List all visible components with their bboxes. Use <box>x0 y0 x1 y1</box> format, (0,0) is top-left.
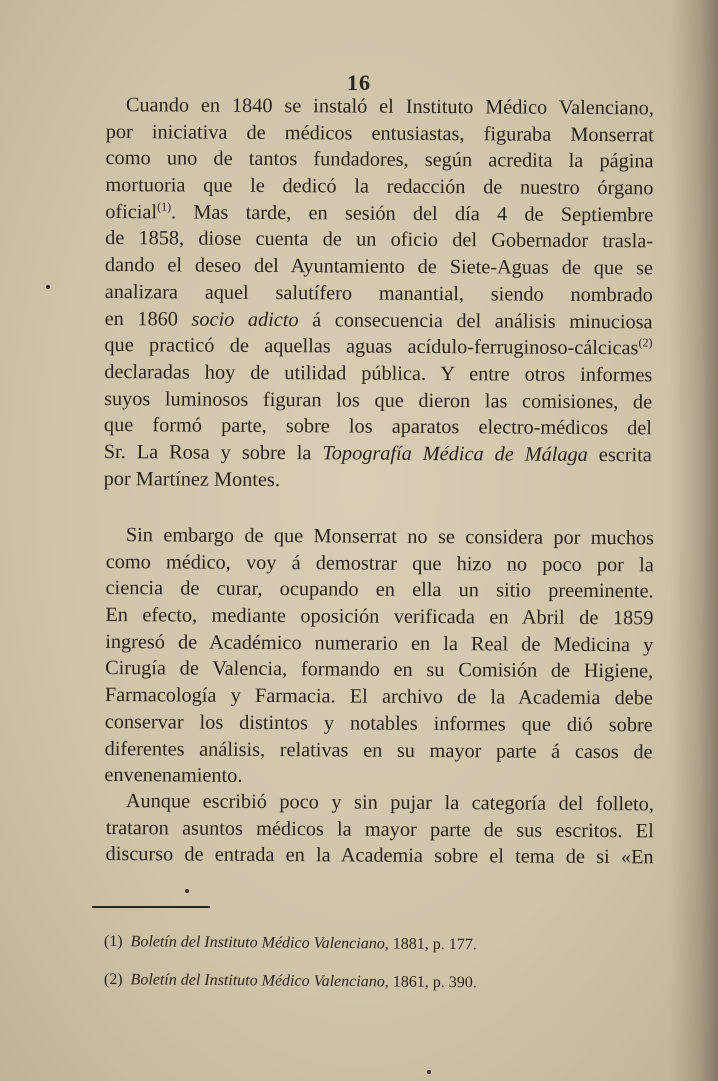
page-edge-shadow <box>670 0 718 1081</box>
text-line: trataron asuntos médicos la mayor parte de sus escritos. El <box>105 816 654 843</box>
text-line: Cuando en 1840 se instaló el Instituto Médico Valenciano, <box>125 94 654 120</box>
footnote-ref-1: (1) <box>157 199 172 214</box>
paragraph-1 <box>104 92 654 496</box>
text-line: dando el deseo del Ayuntamiento de Siete-Aguas de que se <box>104 254 653 280</box>
footnote-ref-2: (2) <box>638 335 653 350</box>
text-line: diferentes análisis, relativas en su mayor parte á casos de <box>104 737 653 763</box>
footnote-marker: (1) <box>103 933 123 951</box>
text-line: Sin embargo de que Monserrat no se considera por muchos <box>125 524 654 550</box>
footnote-1 <box>104 933 477 954</box>
text-line-start: en 1860 <box>104 307 192 331</box>
footnote-source: Boletín del Instituto Médico Valenciano <box>130 933 385 953</box>
text-line: suyos luminosos figuran los que dieron las comisiones, de <box>104 387 653 413</box>
footnote-rule <box>92 906 210 908</box>
ink-speck <box>46 285 50 289</box>
text-line: mortuoria que le dedicó la redacción de nuestro órgano <box>105 174 654 200</box>
paragraph-3 <box>106 788 654 871</box>
text-line-end: . Mas tarde, en sesión del día 4 de Septiembre <box>171 201 654 227</box>
text-line: como uno de tantos fundadores, según acredita la página <box>105 147 654 173</box>
text-line-start: que practicó de aquellas aguas acídulo-ferruginoso-cálcicas <box>104 334 639 360</box>
footnote-citation: , 1861, p. 390. <box>384 973 477 992</box>
text-line-end: á consecuencia del análisis minuciosa <box>298 308 653 333</box>
italic-phrase: Topografía Médica de Málaga <box>322 442 588 466</box>
ink-speck <box>185 889 189 893</box>
text-line: envenenamiento. <box>104 764 243 788</box>
text-line <box>104 439 652 469</box>
italic-phrase: socio adicto <box>191 308 299 331</box>
text-line: como médico, voy á demostrar que hizo no poco por la <box>105 550 654 577</box>
text-line <box>105 305 653 335</box>
text-line <box>104 332 652 362</box>
paragraph-2 <box>104 522 654 792</box>
text-line: En efecto, mediante oposición verificada en Abril de 1859 <box>105 604 654 630</box>
text-line: ciencia de curar, ocupando en ella un sitio preeminente. <box>105 577 654 603</box>
footnote-source: Boletín del Instituto Médico Valenciano <box>130 971 385 991</box>
text-line: declaradas hoy de utilidad pública. Y entre otros informes <box>104 360 653 387</box>
text-line: Cirugía de Valencia, formando en su Comisión de Higiene, <box>105 657 654 683</box>
text-line: analizara aquel salutífero manantial, siendo nombrado <box>104 280 653 307</box>
text-line-start: Sr. La Rosa y sobre la <box>103 440 323 465</box>
text-line-end: escrita <box>587 443 652 467</box>
ink-speck <box>427 1070 431 1074</box>
text-line: de 1858, diose cuenta de un oficio del Gobernador trasla- <box>105 227 654 253</box>
text-line: por iniciativa de médicos entusiastas, figuraba Monserrat <box>105 120 654 147</box>
text-line-start: oficial <box>105 200 158 224</box>
text-line: discurso de entrada en la Academia sobre el tema de si «En <box>105 843 654 869</box>
footnote-citation: , 1881, p. 177. <box>384 935 477 954</box>
text-line: Aunque escribió poco y sin pujar la categoría del folleto, <box>125 790 654 816</box>
footnote-2 <box>104 971 477 992</box>
text-line <box>105 199 653 229</box>
text-line: ingresó de Académico numerario en la Real de Medicina y <box>105 630 654 657</box>
text-line: que formó parte, sobre los aparatos electro-médicos del <box>103 414 653 440</box>
footnote-marker: (2) <box>103 971 123 989</box>
text-line: por Martínez Montes. <box>103 467 280 491</box>
text-line: Farmacología y Farmacia. El archivo de la Academia debe <box>104 684 653 710</box>
text-line: conservar los distintos y notables informes que dió sobre <box>104 710 653 737</box>
page-number: 16 <box>347 70 371 95</box>
